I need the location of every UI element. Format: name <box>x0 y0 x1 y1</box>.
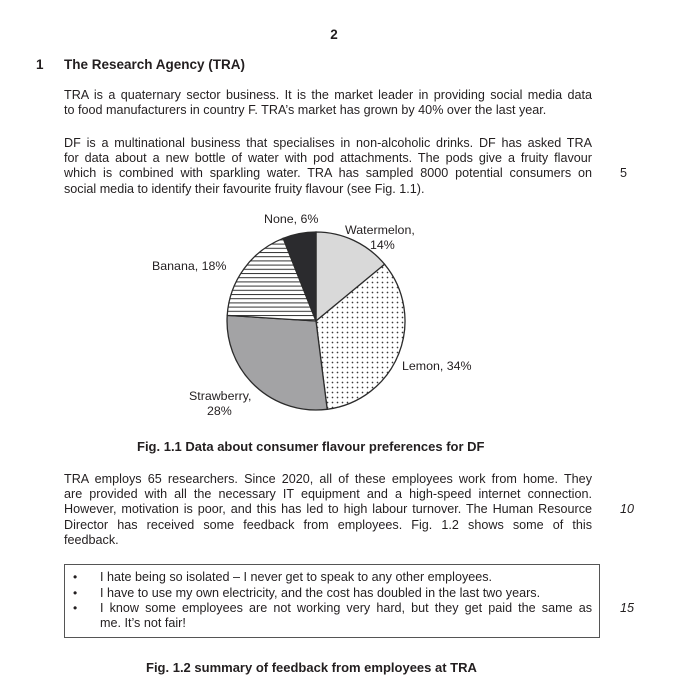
figure-1-1-caption: Fig. 1.1 Data about consumer flavour preferences for DF <box>137 439 485 454</box>
feedback-box <box>64 564 600 638</box>
label-watermelon-name: Watermelon, <box>345 223 415 237</box>
text-line: DF is a multinational business that specialises in non-alcoholic drinks. DF has asked TRA <box>64 136 592 150</box>
label-watermelon-pct: 14% <box>370 238 395 252</box>
label-banana: Banana, 18% <box>152 259 227 273</box>
text-line: social media to identify their favourite fruity flavour (see Fig. 1.1). <box>64 181 425 196</box>
text-line: TRA employs 65 researchers. Since 2020, all of these employees work from home. They <box>64 472 592 486</box>
text-line: feedback. <box>64 532 119 547</box>
pie-chart-svg <box>140 205 500 430</box>
text-line: me. It’s not fair! <box>100 616 186 631</box>
bullet-icon: • <box>73 601 78 615</box>
label-none: None, 6% <box>264 212 319 226</box>
bullet-icon: • <box>73 570 78 584</box>
question-number: 1 <box>36 57 44 72</box>
label-strawberry-name: Strawberry, <box>189 389 252 403</box>
text-line: for data about a new bottle of water with pod attachments. The pods give a fruity flavour <box>64 151 592 166</box>
text-line: to food manufacturers in country F. TRA’s market has grown by 40% over the last year. <box>64 103 547 118</box>
text-line: However, motivation is poor, and this has led to high labour turnover. The Human Resource <box>64 502 592 517</box>
page-number: 2 <box>330 27 338 42</box>
bullet-icon: • <box>73 585 78 600</box>
question-title: The Research Agency (TRA) <box>64 57 246 72</box>
figure-1-2-caption: Fig. 1.2 summary of feedback from employees at TRA <box>146 660 477 675</box>
text-line: I know some employees are not working very hard, but they get paid the same as <box>100 601 592 615</box>
label-lemon: Lemon, 34% <box>402 359 472 373</box>
text-line: I hate being so isolated – I never get to speak to any other employees. <box>100 570 493 584</box>
text-line: I have to use my own electricity, and the cost has doubled in the last two years. <box>100 585 541 600</box>
line-number-10: 10 <box>620 502 635 516</box>
line-number-15: 15 <box>620 601 635 615</box>
paragraph-df <box>64 136 592 197</box>
paragraph-intro <box>64 88 592 118</box>
label-strawberry-pct: 28% <box>207 404 232 418</box>
line-number-5: 5 <box>620 166 628 180</box>
pie-chart-flavour-preferences <box>140 205 500 430</box>
text-line: Director has received some feedback from employees. Fig. 1.2 shows some of this <box>64 517 592 532</box>
text-line: which is combined with sparkling water. TRA has sampled 8000 potential consumers on <box>64 166 592 181</box>
text-line: are provided with all the necessary IT equipment and a high-speed internet connection. <box>64 487 592 502</box>
paragraph-employees <box>64 472 592 548</box>
text-line: TRA is a quaternary sector business. It is the market leader in providing social media data <box>64 88 592 102</box>
